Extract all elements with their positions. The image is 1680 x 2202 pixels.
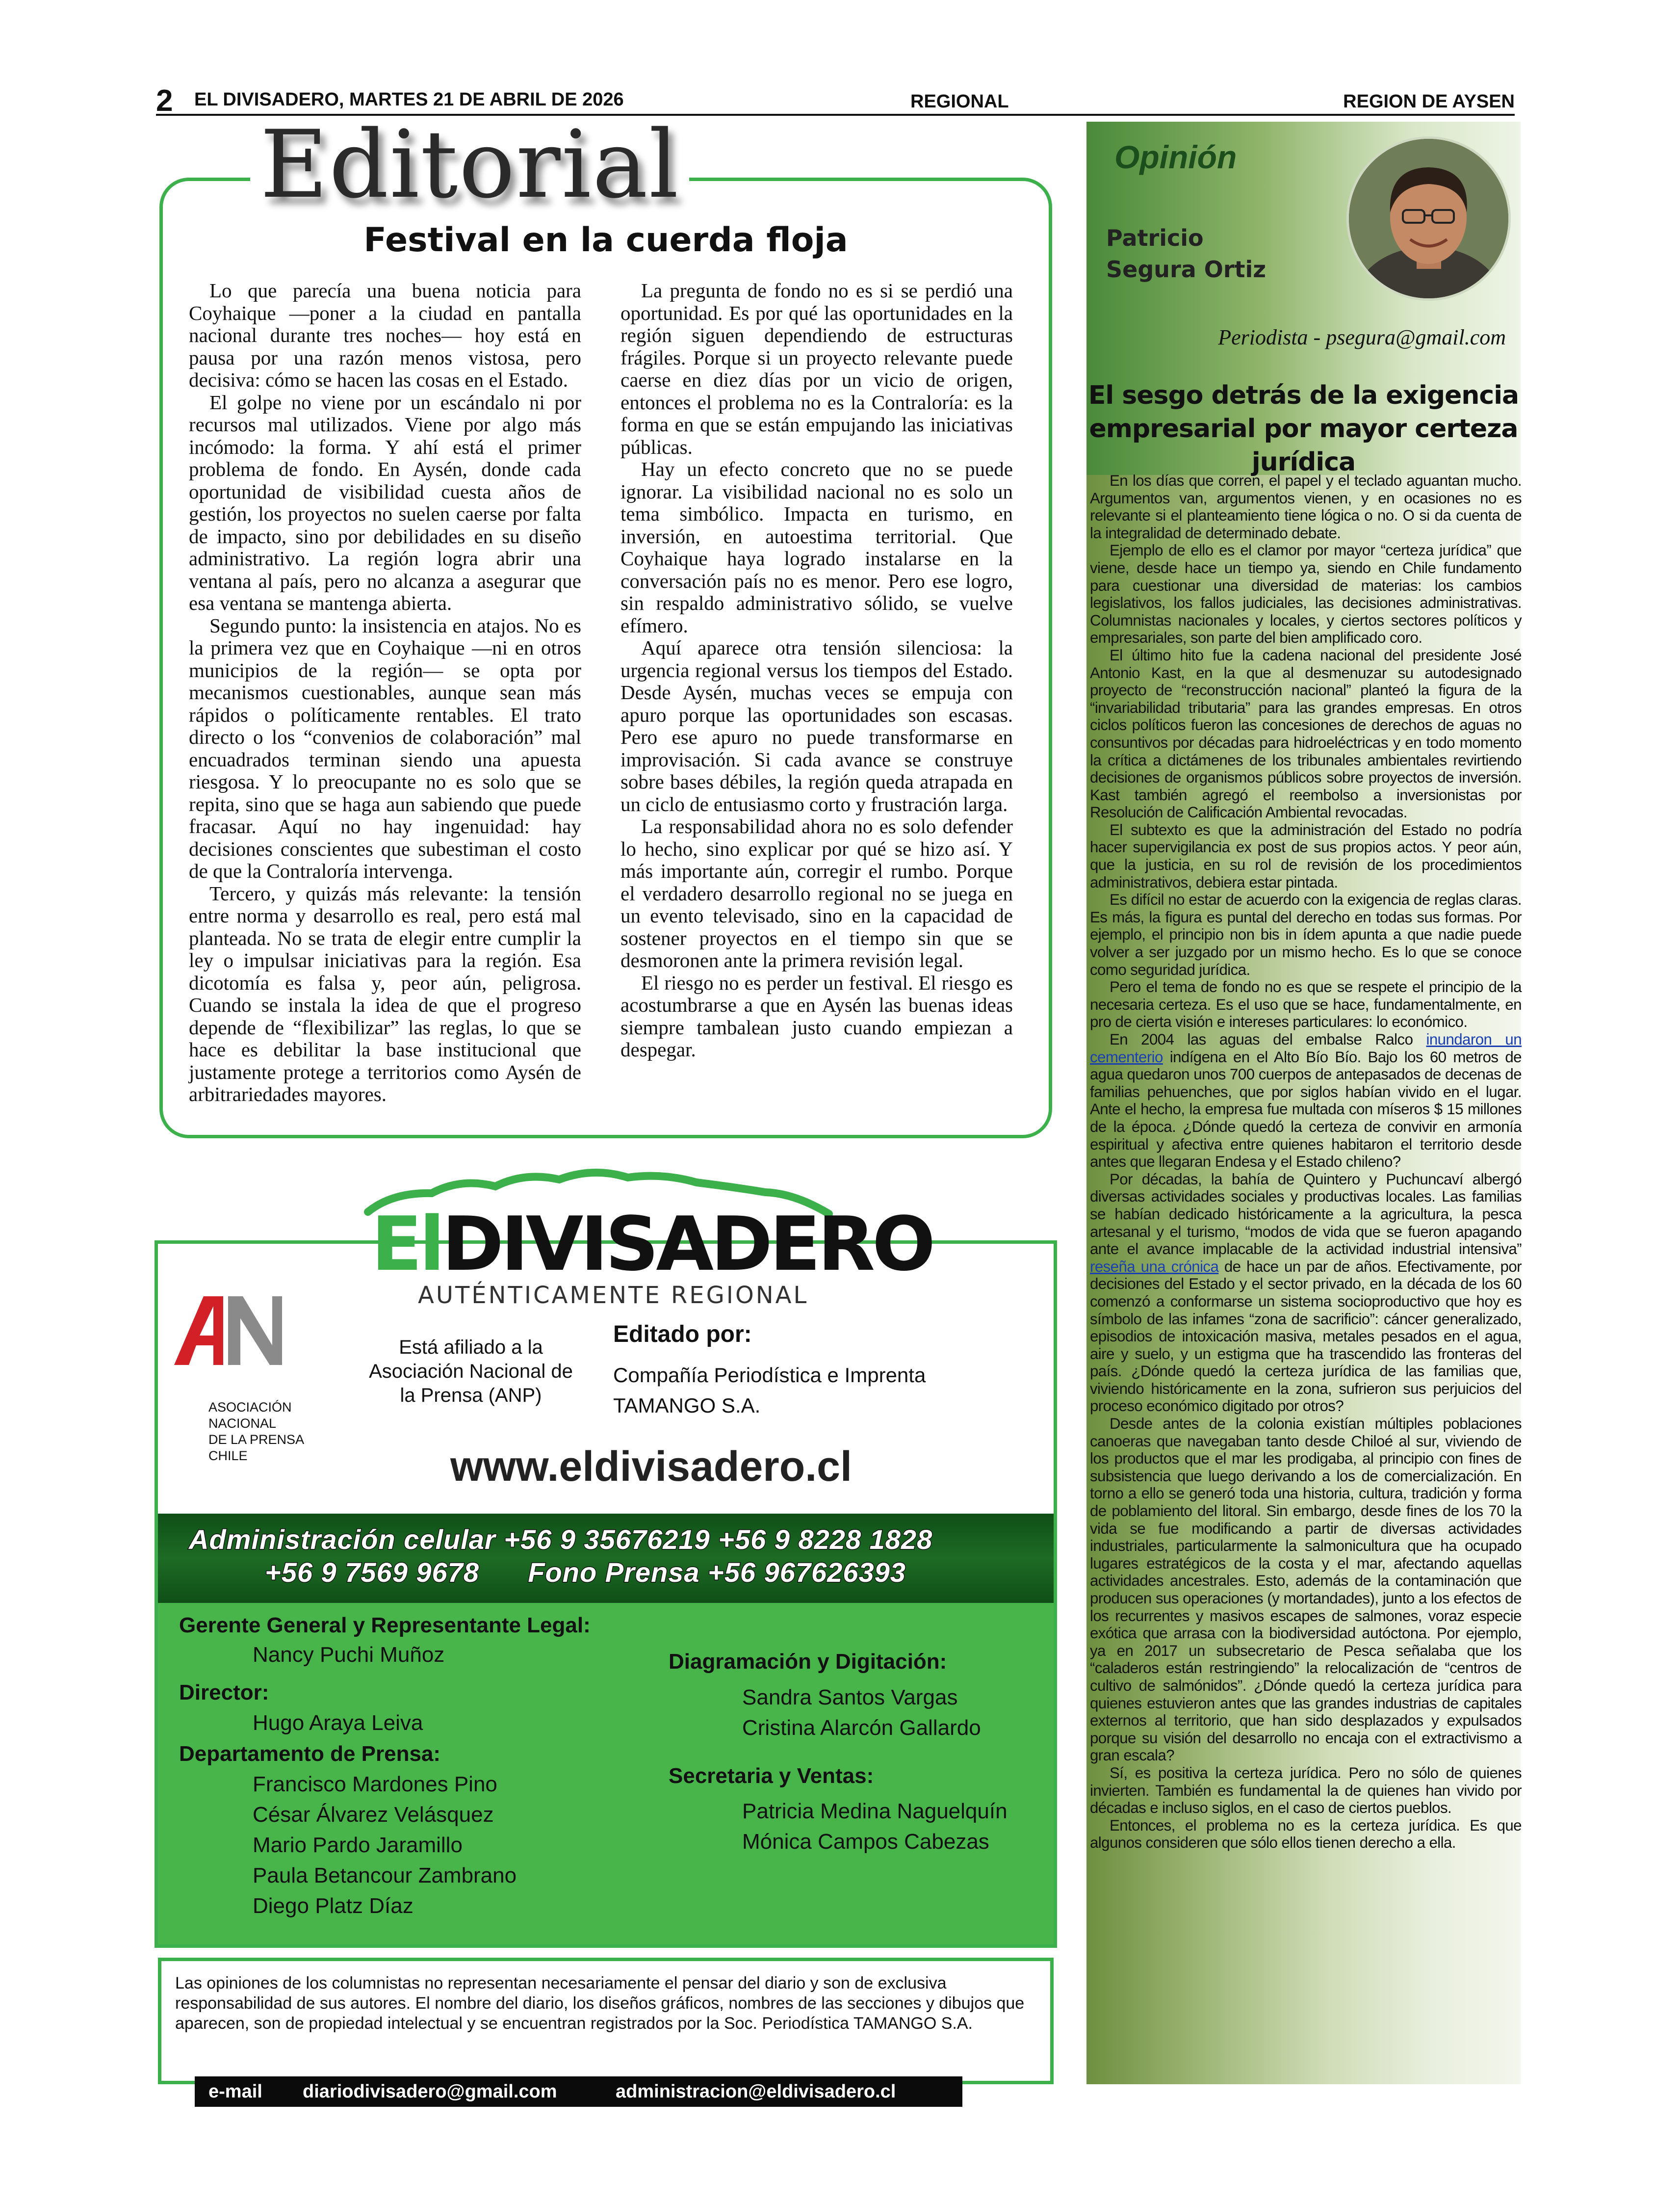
layout-label: Diagramación y Digitación: (669, 1650, 947, 1674)
layout-member: Cristina Alarcón Gallardo (742, 1716, 981, 1740)
author-last-name: Segura Ortiz (1106, 256, 1266, 283)
manager-name: Nancy Puchi Muñoz (253, 1643, 445, 1667)
logo-divisadero: DIVISADERO (441, 1201, 933, 1287)
editorial-paragraph: Tercero, y quizás más relevante: la tensión entre norma y desarrollo es real, pero está mal planteada. No se trata de elegir entre cumplir la ley o impulsar iniciativas para la región. Esa dicotomía es falsa y, peor aún, peligrosa. Cuando se instala la idea de que el progreso depende de “flexibilizar” las reglas, lo que se hace es debilitar la base institucional que justamente protege a territorios como Aysén de arbitrariedades mayores. (189, 882, 581, 1105)
press-member: César Álvarez Velásquez (253, 1803, 494, 1827)
author-first-name: Patricio (1106, 225, 1204, 251)
press-dept-label: Departamento de Prensa: (179, 1742, 441, 1766)
director-name: Hugo Araya Leiva (253, 1711, 423, 1735)
author-photo (1346, 136, 1511, 301)
press-member: Francisco Mardones Pino (253, 1772, 497, 1796)
opinion-paragraph: En los días que corren, el papel y el teclado aguantan mucho. Argumentos van, argumentos vienen, y en ocasiones no es relevante si el planteamiento tiene lógica o no. O si da cuenta de la integralidad de determinado debate. (1090, 472, 1522, 542)
website-url[interactable]: www.eldivisadero.cl (450, 1443, 852, 1490)
quintero-link[interactable]: reseña una crónica (1090, 1258, 1219, 1275)
opinion-body (1090, 472, 1522, 1852)
opinion-paragraph-quintero (1090, 1171, 1522, 1415)
opinion-paragraph: Desde antes de la colonia existían múltiples poblaciones canoeras que navegaban tanto desde Chiloé al sur, viviendo de los productos que el mar les prodigaba, al principio con fines de subsistencia que luego derivando a los de comercialización. En torno a ello se generó toda una historia, cultura, tradición y forma de poblamiento del litoral. Sin embargo, desde fines de los 70 la vida se fue modificando a partir de diversas actividades industriales, particularmente la salmonicultura que ha ocupado lugares estratégicos de la costa y el mar, afectando aquellas actividades ancestrales. Esto, además de la contaminación que producen sus operaciones (y mortandades), junto a los efectos de los recurrentes y masivos escapes de salmones, voraz especie exótica que arrasa con la biodiversidad autóctona. Por ejemplo, ya en 2017 un subsecretario de Pesca señalaba que los “caladeros están restringiendo” la relocalización de “centros de cultivo de salmónidos”. ¿Dónde quedó la certeza jurídica para quienes estuvieron antes que las grandes industrias de capitales externos al territorio, que han sido desplazados y expulsados porque su visión del desarrollo no encaja con el extractivismo a gran escala? (1090, 1415, 1522, 1764)
press-member: Mario Pardo Jaramillo (253, 1833, 463, 1857)
ralco-text-after: indígena en el Alto Bío Bío. Bajo los 60 metros de agua quedaron unos 700 cuerpos de antepasados de decenas de familias pehuenches, que por siglos habían vivido en el lugar. Ante el hecho, la empresa fue multada con míseros $ 15 millones de la época. ¿Dónde quedó la certeza de convivir en armonía espiritual y afectiva entre quienes habitaron el territorio desde antes que llegaran Endesa y el Estado chileno? (1090, 1048, 1522, 1171)
sales-label: Secretaria y Ventas: (669, 1764, 874, 1788)
newspaper-tagline: AUTÉNTICAMENTE REGIONAL (418, 1282, 809, 1309)
anp-line: DE LA PRENSA (208, 1432, 305, 1447)
opinion-paragraph: El subtexto es que la administración del Estado no podría hacer supervigilancia ex post de sus propios actos. Y peor aún, que la justicia, en su rol de revisión de los procedimientos administrativos, debiera estar pintada. (1090, 821, 1522, 891)
editorial-paragraph: El riesgo no es perder un festival. El riesgo es acostumbrarse a que en Aysén las buenas ideas siempre tambalean justo cuando empiezan a despegar. (620, 971, 1013, 1061)
edited-by-label: Editado por: (613, 1321, 752, 1347)
publisher-name (613, 1360, 926, 1421)
editorial-label: Editorial (250, 116, 689, 214)
sales-member: Mónica Campos Cabezas (742, 1830, 989, 1854)
opinion-paragraph-ralco (1090, 1031, 1522, 1171)
layout-member: Sandra Santos Vargas (742, 1685, 958, 1709)
editorial-paragraph: Segundo punto: la insistencia en atajos. No es la primera vez que en Coyhaique —ni en otros municipios de la región— se opta por mecanismos cuestionables, aunque sean más rápidos o políticamente rentables. El trato directo o los “convenios de colaboración” mal encuadrados terminan siendo una apuesta riesgosa. Y lo preocupante no es solo que se repita, sino que se haga aun sabiendo que puede fracasar. Aquí no hay ingenuidad: hay decisiones conscientes que subestiman el costo de que la Contraloría intervenga. (189, 614, 581, 882)
email-news[interactable]: diariodivisadero@gmail.com (303, 2081, 557, 2102)
editorial-title: Festival en la cuerda floja (363, 221, 848, 260)
publisher-line: TAMANGO S.A. (613, 1394, 761, 1417)
editorial-paragraph: La responsabilidad ahora no es solo defender lo hecho, sino explicar por qué se hizo así. Y más importante aún, corregir el rumbo. Porque el verdadero desarrollo regional no se juega en un evento televisado, sino en la capacidad de sostener proyectos en el tiempo sin que se desmoronen ante la primera revisión legal. (620, 815, 1013, 971)
opinion-paragraph: Pero el tema de fondo no es que se respete el principio de la necesaria certeza. Es el uso que se hace, fundamentalmente, en pro de cierta visión e intereses particulares: lo económico. (1090, 978, 1522, 1031)
opinion-paragraph: El último hito fue la cadena nacional del presidente José Antonio Kast, en la que al desmenuzar su autodesignado proyecto de “reconstrucción nacional” planteó la figura de la “invariabilidad tributaria” para las grandes empresas. En otros ciclos políticos fueron las concesiones de derechos de aguas no consuntivos por décadas para hidroeléctricas y en todo momento la crítica a dictámenes de los tribunales ambientales revirtiendo decisiones de organismos públicos sobre proyectos de inversión. Kast también agregó el reembolso a inversionistas por Resolución de Calificación Ambiental revocadas. (1090, 646, 1522, 821)
opinion-title: El sesgo detrás de la exigencia empresarial por mayor certeza jurídica (1088, 381, 1519, 477)
page-number: 2 (156, 84, 173, 118)
opinion-paragraph: Sí, es positiva la certeza jurídica. Pero no sólo de quienes invierten. También es fundamental la de quienes han vivido por décadas e incluso siglos, en el caso de ciertos pueblos. (1090, 1764, 1522, 1817)
manager-label: Gerente General y Representante Legal: (179, 1613, 591, 1637)
logo-el: El (371, 1201, 442, 1287)
region-name: REGION DE AYSEN (1343, 91, 1515, 112)
email-admin[interactable]: administracion@eldivisadero.cl (616, 2081, 896, 2102)
anp-subtitle (208, 1399, 304, 1464)
press-member: Diego Platz Díaz (253, 1894, 414, 1918)
contact-phones-line-1: Administración celular +56 9 35676219 +56 9 8228 1828 (189, 1524, 933, 1555)
opinion-label: Opinión (1114, 139, 1237, 175)
publisher-line: Compañía Periodística e Imprenta (613, 1363, 926, 1387)
editorial-column-1 (189, 280, 581, 1106)
newspaper-logo (371, 1201, 933, 1287)
opinion-paragraph: Es difícil no estar de acuerdo con la exigencia de reglas claras. Es más, la figura es puntal del derecho en todas sus formas. Por ejemplo, el principio non bis in ídem apunta a que nadie puede volver a ser juzgado por un mismo hecho. Es lo que se conoce como seguridad jurídica. (1090, 891, 1522, 978)
disclaimer-text: Las opiniones de los columnistas no representan necesariamente el pensar del diario y son de exclusiva responsabilidad de sus autores. El nombre del diario, los diseños gráficos, nombres de las secciones y dibujos que aparecen, son de propiedad intelectual y se encuentran registrados por la Soc. Periodística TAMANGO S.A. (175, 1974, 1025, 2033)
section-name: REGIONAL (910, 91, 1009, 112)
editorial-paragraph: Aquí aparece otra tensión silenciosa: la urgencia regional versus los tiempos del Estado. Desde Aysén, muchas veces se empuja con apuro porque las oportunidades son escasas. Pero ese apuro no puede transformarse en improvisación. Si cada avance se construye sobre bases débiles, la región queda atrapada en un ciclo de entusiasmo corto y frustración larga. (620, 636, 1013, 815)
opinion-paragraph: Ejemplo de ello es el clamor por mayor “certeza jurídica” que viene, desde hace un tiempo ya, siendo en Chile fundamento para cuestionar una diversidad de materias: los cambios legislativos, los fallos judiciales, las decisiones administrativas. Columnistas nacionales y locales, y ciertos sectores políticos y empresariales, son parte del bien amplificado coro. (1090, 542, 1522, 647)
affiliation-text: Está afiliado a la Asociación Nacional de la Prensa (ANP) (369, 1337, 573, 1406)
editorial-paragraph: Hay un efecto concreto que no se puede ignorar. La visibilidad nacional no es solo un tema simbólico. Impacta en turismo, en inversión, en autoestima territorial. Que Coyhaique haya logrado instalarse en la conversación país no es menor. Pero ese logro, sin respaldo administrativo sólido, se vuelve efímero. (620, 458, 1013, 637)
email-label: e-mail (208, 2081, 262, 2102)
director-label: Director: (179, 1680, 269, 1704)
editorial-paragraph: La pregunta de fondo no es si se perdió una oportunidad. Es por qué las oportunidades en la región siguen dependiendo de estructuras frágiles. Porque si un proyecto relevante puede caerse en diez días por un vicio de origen, entonces el problema no es la Contraloría: es la forma en que se están empujando las iniciativas públicas. (620, 279, 1013, 458)
author-portrait-icon (1349, 139, 1508, 298)
press-member: Paula Betancour Zambrano (253, 1863, 517, 1887)
ralco-text-before: En 2004 las aguas del embalse Ralco (1110, 1031, 1426, 1048)
email-bar (195, 2076, 962, 2107)
opinion-paragraph: Entonces, el problema no es la certeza jurídica. Es que algunos consideren que sólo ellos tienen derecho a ella. (1090, 1816, 1522, 1852)
date-line: EL DIVISADERO, MARTES 21 DE ABRIL DE 2026 (194, 89, 624, 110)
anp-line: CHILE (208, 1448, 248, 1463)
ralco-link[interactable]: inundaron un cementerio (1090, 1031, 1522, 1066)
editorial-paragraph: Lo que parecía una buena noticia para Coyhaique —poner a la ciudad en pantalla nacional durante tres noches— hoy está en pausa por una razón menos vistosa, pero decisiva: cómo se hacen las cosas en el Estado. (189, 279, 581, 391)
editorial-paragraph: El golpe no viene por un escándalo ni por recursos mal utilizados. Viene por algo más incómodo: la forma. Y ahí está el primer problema de fondo. En Aysén, donde cada oportunidad de visibilidad cuesta años de gestión, los proyectos no suelen caerse por falta de impacto, sino por debilidades en su diseño administrativo. La región logra abrir una ventana al país, pero no alcanza a asegurar que esa ventana se mantenga abierta. (189, 391, 581, 614)
quintero-text-after: de hace un par de años. Efectivamente, por decisiones del Estado y el sector privado, en la década de los 60 comenzó a conformarse un sistema socioproductivo que hoy es símbolo de las infames “zona de sacrificio”: cáncer generalizado, episodios de intoxicación masiva, metales pesados en el agua, aire y suelo, y un estigma que ha trascendido las fronteras del país. ¿Dónde quedó la certeza jurídica de las familias que, viviendo históricamente en la zona, sufrieron sus perjuicios del proceso económico digitado por otros? (1090, 1258, 1522, 1415)
anp-logo-icon (174, 1291, 341, 1370)
sales-member: Patricia Medina Naguelquín (742, 1799, 1008, 1823)
anp-line: ASOCIACIÓN (208, 1400, 292, 1415)
author-role-email: Periodista - psegura@gmail.com (1218, 325, 1506, 349)
quintero-text-before: Por décadas, la bahía de Quintero y Puchuncaví albergó diversas actividades sociales y productivas locales. Las familias se habían dedicado históricamente a la agricultura, la pesca artesanal y el turismo, “modos de vida que se fueron apagando ante el avance implacable de la actividad industrial intensiva” (1090, 1170, 1522, 1258)
editorial-column-2 (620, 280, 1013, 1061)
anp-line: NACIONAL (208, 1416, 277, 1431)
contact-phones-line-2: +56 9 7569 9678 Fono Prensa +56 967626393 (265, 1557, 906, 1588)
